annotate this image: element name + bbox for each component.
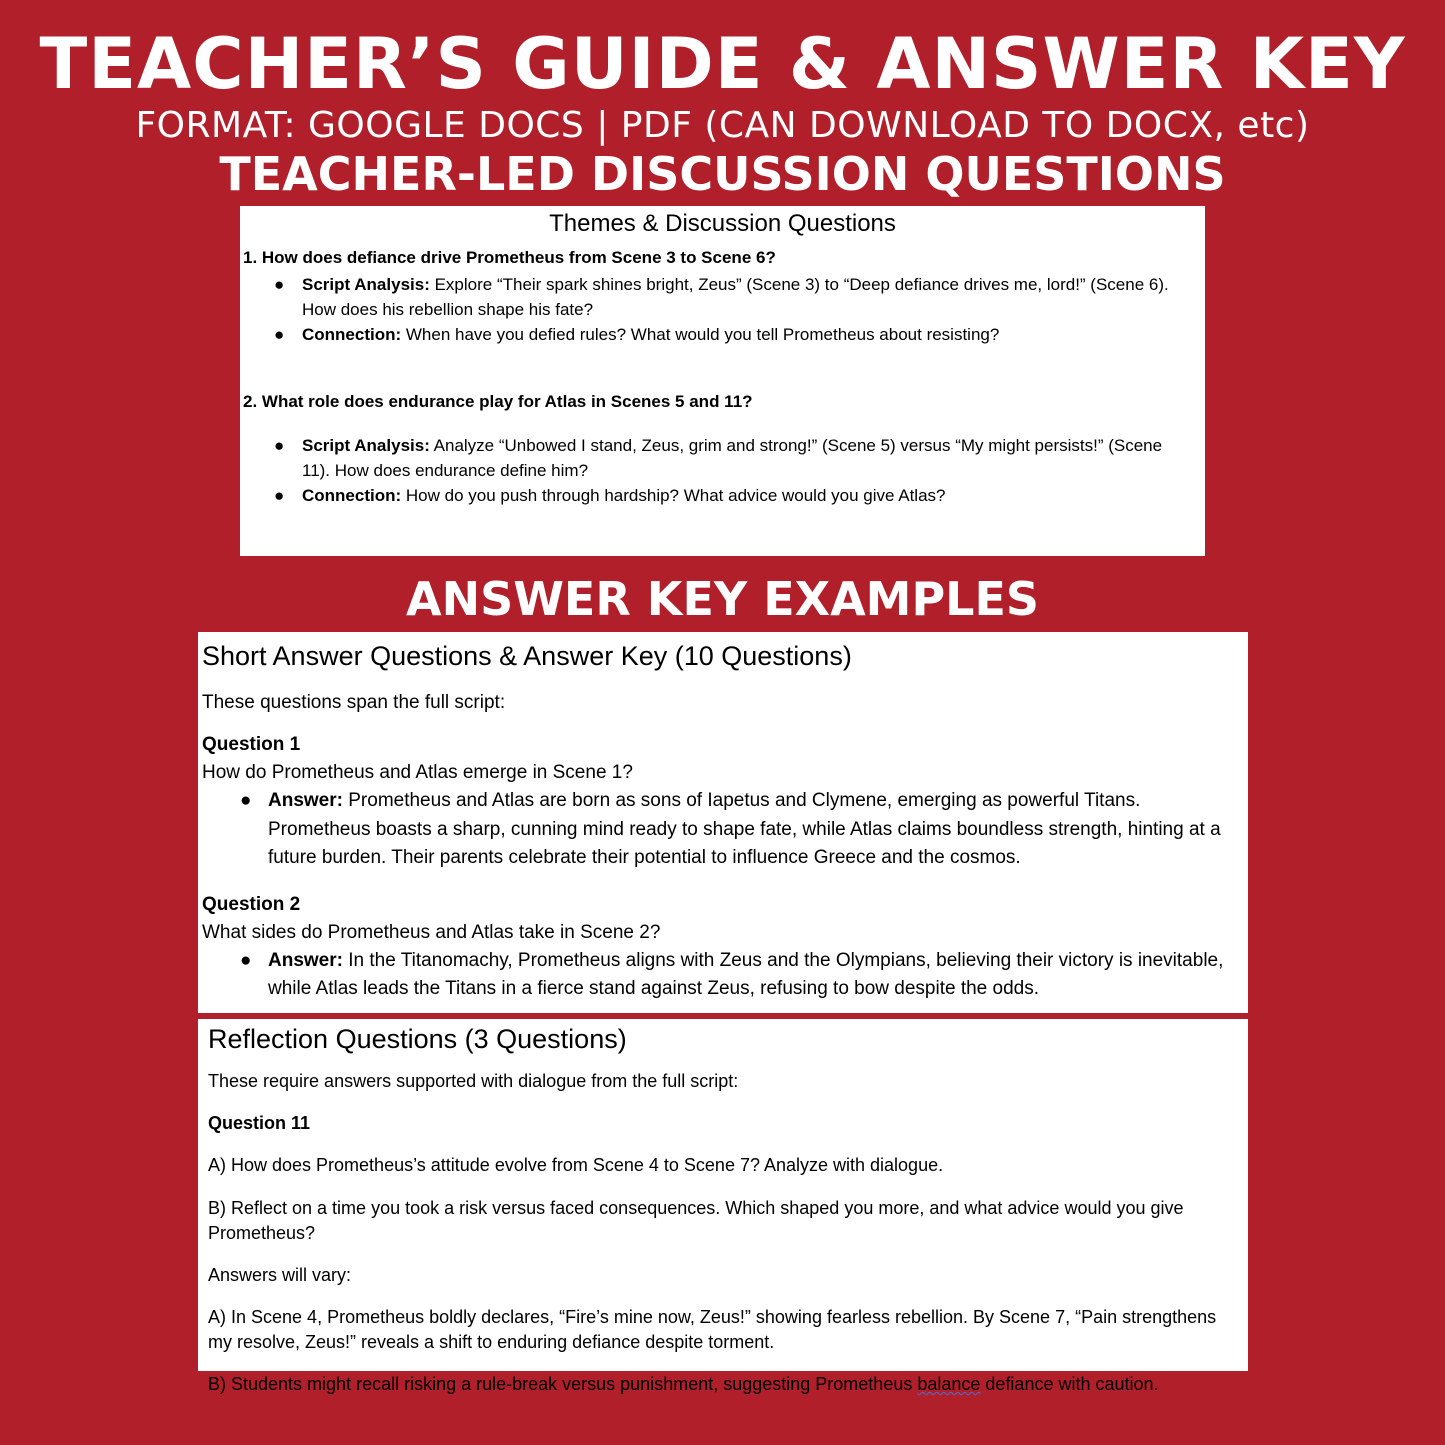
spellcheck-underline: balance <box>917 1374 981 1394</box>
question-1-bullets <box>274 272 1185 347</box>
question-2-bullets <box>274 433 1185 508</box>
answer-label: Answer: <box>268 949 343 971</box>
discussion-question-1: 1. How does defiance drive Prometheus from Scene 3 to Scene 6? <box>243 248 776 267</box>
section-heading-discussion: TEACHER-LED DISCUSSION QUESTIONS <box>219 147 1226 201</box>
bullet-text: Analyze “Unbowed I stand, Zeus, grim and strong!” (Scene 5) versus “My might persists!” (Scene 11). How does endurance define him? <box>302 436 1163 480</box>
question-2-answer-list <box>202 947 1244 1004</box>
themes-title: Themes & Discussion Questions <box>549 210 896 237</box>
answer-text: Prometheus and Atlas are born as sons of Iapetus and Clymene, emerging as powerful Titans. Prometheus boasts a sharp, cunning mind ready to shape fate, while Atlas claims boundless strength, hinting at a future burden. Their parents celebrate their potential to influence Greece and the cosmos. <box>268 790 1221 868</box>
bullet-text: How do you push through hardship? What advice would you give Atlas? <box>401 486 946 505</box>
list-item <box>240 947 1244 1004</box>
bullet-label: Connection: <box>302 486 402 505</box>
bullet-icon: ● <box>274 325 285 344</box>
reflection-intro: These require answers supported with dialogue from the full script: <box>208 1071 739 1091</box>
short-answer-intro: These questions span the full script: <box>202 692 506 713</box>
question-11-part-a: A) How does Prometheus’s attitude evolve from Scene 4 to Scene 7? Analyze with dialogue. <box>208 1155 944 1175</box>
question-11-label: Question 11 <box>208 1113 311 1133</box>
list-item <box>240 787 1244 873</box>
answer-part-a: A) In Scene 4, Prometheus boldly declares, “Fire’s mine now, Zeus!” showing fearless rebellion. By Scene 7, “Pain strengthens my resolve, Zeus!” reveals a shift to enduring defiance despite torment. <box>208 1307 1217 1352</box>
question-1-label: Question 1 <box>202 734 301 755</box>
answer-part-b: B) Students might recall risking a rule-break versus punishment, suggesting Prometheus balance defiance with caution. <box>208 1374 1159 1394</box>
question-2-label: Question 2 <box>202 893 301 915</box>
bullet-text: When have you defied rules? What would you tell Prometheus about resisting? <box>401 325 1000 344</box>
bullet-label: Script Analysis: <box>302 275 430 294</box>
list-item <box>274 322 1185 347</box>
format-subtitle: FORMAT: GOOGLE DOCS | PDF (CAN DOWNLOAD TO DOCX, etc) <box>135 105 1310 146</box>
discussion-question-2: 2. What role does endurance play for Atlas in Scenes 5 and 11? <box>243 392 753 411</box>
question-11-part-b: B) Reflect on a time you took a risk versus faced consequences. Which shaped you more, and what advice would you give Prometheus? <box>208 1198 1184 1243</box>
short-answer-title: Short Answer Questions & Answer Key (10 Questions) <box>202 641 852 671</box>
answer-label: Answer: <box>268 790 343 811</box>
page-title: TEACHER’S GUIDE & ANSWER KEY <box>39 23 1406 105</box>
reflection-panel <box>198 1019 1248 1394</box>
bullet-icon: ● <box>240 949 252 971</box>
answer-text: In the Titanomachy, Prometheus aligns with Zeus and the Olympians, believing their victory is inevitable, while Atlas leads the Titans in a fierce stand against Zeus, refusing to bow despite the odds. <box>268 949 1224 999</box>
question-1-text: How do Prometheus and Atlas emerge in Scene 1? <box>202 762 633 783</box>
bullet-icon: ● <box>274 486 285 505</box>
themes-discussion-panel <box>240 206 1205 556</box>
answers-vary-label: Answers will vary: <box>208 1265 352 1285</box>
reflection-title: Reflection Questions (3 Questions) <box>208 1024 627 1054</box>
list-item <box>274 433 1185 483</box>
list-item <box>274 272 1185 322</box>
question-1-answer-list <box>202 787 1244 873</box>
question-2-text: What sides do Prometheus and Atlas take in Scene 2? <box>202 921 661 943</box>
bullet-label: Script Analysis: <box>302 436 430 455</box>
bullet-label: Connection: <box>302 325 402 344</box>
bullet-icon: ● <box>240 790 252 811</box>
list-item <box>274 483 1185 508</box>
bullet-text: Explore “Their spark shines bright, Zeus” (Scene 3) to “Deep defiance drives me, lord!” (Scene 6). How does his rebellion shape his fate? <box>302 275 1169 319</box>
section-heading-answer-key: ANSWER KEY EXAMPLES <box>405 572 1040 626</box>
short-answer-panel <box>198 632 1248 1013</box>
bullet-icon: ● <box>274 436 285 455</box>
bullet-icon: ● <box>274 275 285 294</box>
